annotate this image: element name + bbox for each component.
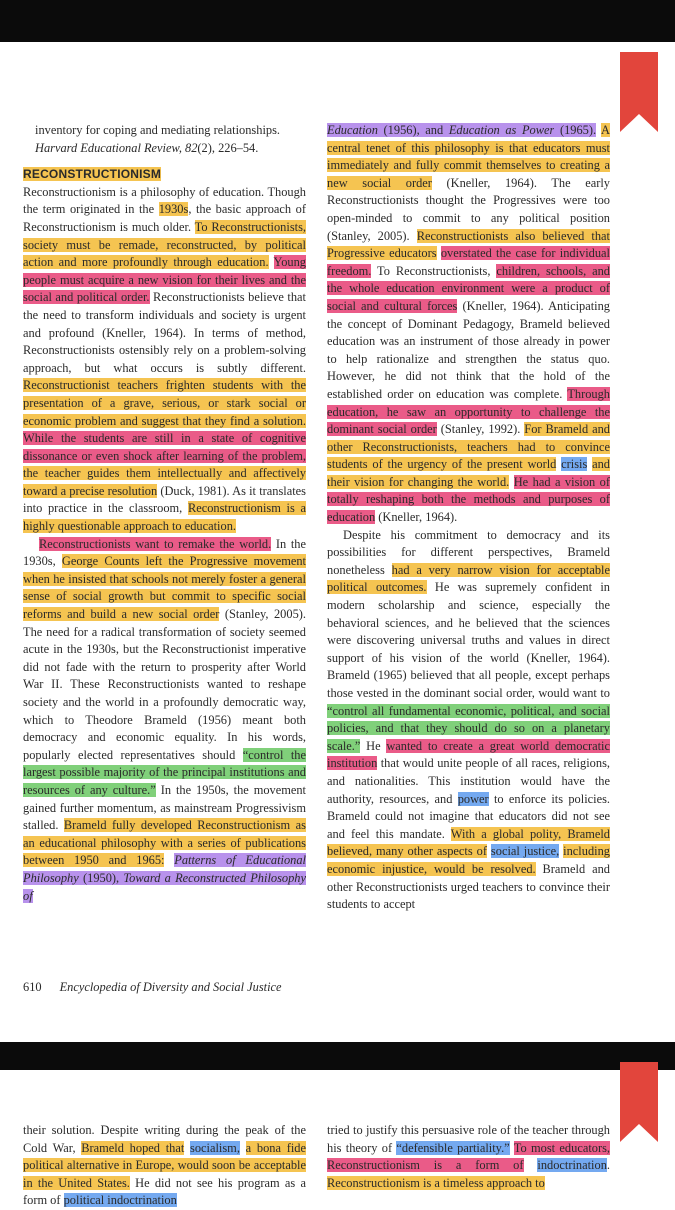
highlighted-text: With a global polity, Brameld believed, many other aspects of bbox=[327, 826, 610, 859]
top-bar bbox=[0, 0, 675, 42]
text-run: Reconstructionism is a philosophy of education. Though the term originated in the bbox=[23, 184, 306, 217]
highlighted-text: “defensible partiality.” bbox=[396, 1140, 510, 1155]
text-run: In the 1930s, bbox=[23, 536, 306, 569]
highlighted-text: 1930s bbox=[158, 202, 189, 217]
text-run: (Kneller, 1964). The early Reconstructionists thought the Progressives were too open-minded to commit to any political position (Stanley, 2005). bbox=[327, 175, 610, 243]
text-run: Reconstructionists believe that the need to transform individuals and society is urgent and profound (Kneller, 1964). In terms of method, Reconstructionists ostensibly rely on a problem-solving approach, but what occurs is subtly different. bbox=[23, 290, 306, 375]
highlighted-text: a bona fide political alternative in Europe, would soon be acceptable in the United States. bbox=[23, 1140, 306, 1190]
paragraph bbox=[23, 1122, 306, 1210]
text-run: their solution. Despite writing during the peak of the Cold War, bbox=[23, 1123, 306, 1155]
highlighted-text: Reconstructionist teachers frighten students with the presentation of a grave, serious, or stark social or economic problem and suggest that they find a solution. bbox=[23, 378, 306, 428]
highlighted-text: (1965). bbox=[554, 123, 597, 137]
highlighted-text: Through education, he saw an opportunity to challenge the dominant social order bbox=[327, 386, 610, 437]
highlighted-text: political indoctrination bbox=[63, 1193, 177, 1208]
highlighted-text: (1956), and bbox=[377, 123, 449, 137]
text-run: Despite his commitment to democracy and its possibilities for different perspectives, Brameld nonetheless bbox=[327, 527, 610, 577]
text-run: (Kneller, 1964). Anticipating the concept of Dominant Pedagogy, Brameld believed education was an instrument of those already in power to help rationalize and strengthen the status quo. However, he did not think that the hold of the established order on education was complete. bbox=[327, 298, 611, 401]
highlighted-text: A central tenet of this philosophy is that educators must immediately and fully commit themselves to creating a new social order bbox=[327, 123, 610, 190]
book-title: Encyclopedia of Diversity and Social Justice bbox=[59, 980, 282, 994]
text-run: He bbox=[360, 738, 387, 753]
text-run: Brameld and other Reconstructionists urged teachers to convince their students to accept bbox=[327, 861, 610, 912]
highlighted-text: crisis bbox=[561, 457, 588, 472]
page-number: 610 bbox=[23, 980, 42, 994]
paragraph bbox=[327, 122, 610, 527]
highlighted-text: Patterns of Educational Philosophy bbox=[23, 853, 306, 885]
bookmark-icon[interactable] bbox=[620, 1062, 658, 1142]
left-column bbox=[23, 1122, 306, 1210]
text-run: He was supremely confident in modern scholarship and science, especially the behavioral sciences, and he believed that the sciences were discovering universal truths and values in direct support of his vision of the world (Kneller, 1964). Brameld (1965) believed that all people, except perhaps those vested in the dominant social order, would want to bbox=[327, 580, 610, 700]
highlighted-text: For Brameld and other Reconstructionists, teachers had to convince students of the urgency of the present world bbox=[327, 422, 611, 472]
section-heading: RECONSTRUCTIONISM bbox=[23, 167, 162, 182]
reference-entry: inventory for coping and mediating relationships. Harvard Educational Review, 82(2), 226–54. bbox=[35, 123, 281, 155]
text-run: He did not see his program as a form of bbox=[23, 1175, 306, 1208]
highlighted-text: children, schools, and the whole education environment were a product of social and cultural forces bbox=[327, 263, 610, 313]
highlighted-text: indoctrination bbox=[537, 1158, 607, 1173]
highlighted-text: socialism, bbox=[190, 1140, 240, 1155]
text-run: (Stanley, 2005). The need for a radical transformation of society seemed acute in the 1930s, but the Reconstructionist imperative did not fade with the return to prosperity after World War II. These Reconstructionists wanted to reshape society and the world in a profoundly democratic way, which to Theodore Brameld (1956) meant both democracy and economic equality. In his words, popularly elected representatives should bbox=[23, 607, 306, 762]
text-run: that would unite people of all races, religions, and nationalities. This institution would have the authority, resources, and bbox=[327, 756, 610, 806]
left-column bbox=[23, 122, 306, 905]
highlighted-text: “control all fundamental economic, political, and social policies, and that they should do so on a planetary scale.” bbox=[327, 703, 610, 753]
highlighted-text: including economic injustice, would be resolved. bbox=[327, 844, 610, 876]
highlighted-text: Reconstructionism is a highly questionable approach to education. bbox=[23, 501, 306, 534]
paragraph bbox=[23, 536, 306, 905]
paragraph bbox=[327, 1122, 610, 1192]
text-run: In the 1950s, the movement gained further momentum, as mainstream Progressivism stalled. bbox=[23, 782, 307, 833]
highlighted-text: Brameld fully developed Reconstructionism as an educational philosophy with a series of publications between 1950 and 1965: bbox=[23, 818, 306, 868]
text-run: (Stanley, 1992). bbox=[436, 422, 525, 437]
highlighted-text: George Counts left the Progressive movement when he insisted that schools not merely foster a general sense of social growth but commit to specific social reforms and build a new social order bbox=[23, 554, 306, 622]
text-run: , the basic approach of Reconstructionism is much older. bbox=[23, 202, 307, 234]
highlighted-text: social justice, bbox=[490, 844, 560, 859]
highlighted-text: overstated the case for individual freedom. bbox=[327, 246, 610, 278]
text-run: . bbox=[606, 1158, 610, 1173]
highlighted-text: Reconstructionists also believed that Progressive educators bbox=[327, 228, 610, 261]
highlighted-text: Young people must acquire a new vision for their lives and the social and political order. bbox=[23, 255, 306, 305]
page-610 bbox=[0, 42, 675, 1042]
bookmark-icon[interactable] bbox=[620, 52, 658, 132]
highlighted-text: “control the largest possible majority of the principal institutions and resources of any culture.” bbox=[23, 747, 306, 797]
highlighted-text: To most educators, Reconstructionism is a form of bbox=[327, 1140, 610, 1173]
highlighted-text: had a very narrow vision for acceptable political outcomes. bbox=[327, 562, 610, 595]
text-run: To Reconstructionists, bbox=[371, 263, 497, 278]
page-footer bbox=[23, 980, 282, 995]
text-run: tried to justify this persuasive role of the teacher through his theory of bbox=[327, 1123, 610, 1155]
highlighted-text: Toward a Reconstructed Philosophy of bbox=[23, 870, 306, 903]
text-run bbox=[269, 255, 274, 269]
text-run bbox=[240, 1141, 246, 1155]
highlighted-text: Brameld hoped that bbox=[81, 1140, 185, 1155]
highlighted-text: the teacher guides them intellectually and affectively toward a precise resolution bbox=[23, 466, 306, 498]
page-divider bbox=[0, 1042, 675, 1070]
highlighted-text: He had a vision of totally reshaping both the methods and purposes of education bbox=[327, 474, 610, 525]
highlighted-text: Reconstructionists want to remake the world. bbox=[39, 536, 272, 551]
paragraph bbox=[327, 527, 610, 914]
text-run bbox=[164, 853, 174, 867]
highlighted-text: Reconstructionism is a timeless approach to bbox=[327, 1175, 545, 1190]
highlighted-text: and their vision for changing the world. bbox=[327, 457, 610, 489]
highlighted-text: power bbox=[457, 791, 489, 806]
page-611 bbox=[0, 1070, 675, 1208]
paragraph bbox=[23, 184, 306, 536]
right-column bbox=[327, 1122, 610, 1192]
highlighted-text: (1950), bbox=[78, 870, 124, 885]
highlighted-text: Education bbox=[327, 123, 378, 137]
text-run: to enforce its policies. Brameld could not imagine that educators did not see and feel this mandate. bbox=[327, 791, 610, 841]
text-run bbox=[524, 1158, 538, 1172]
highlighted-text: wanted to create a great world democratic institution bbox=[327, 738, 610, 771]
highlighted-text: To Reconstructionists, society must be remade, reconstructed, by political action and more profoundly through education. bbox=[23, 219, 307, 270]
text-run: (Duck, 1981). As it translates into practice in the classroom, bbox=[23, 483, 306, 516]
right-column bbox=[327, 122, 610, 914]
highlighted-text: While the students are still in a state of cognitive dissonance or even shock after learning of the problem, bbox=[23, 431, 306, 463]
highlighted-text: Education as Power bbox=[448, 123, 555, 137]
text-run: (Kneller, 1964). bbox=[375, 510, 458, 525]
